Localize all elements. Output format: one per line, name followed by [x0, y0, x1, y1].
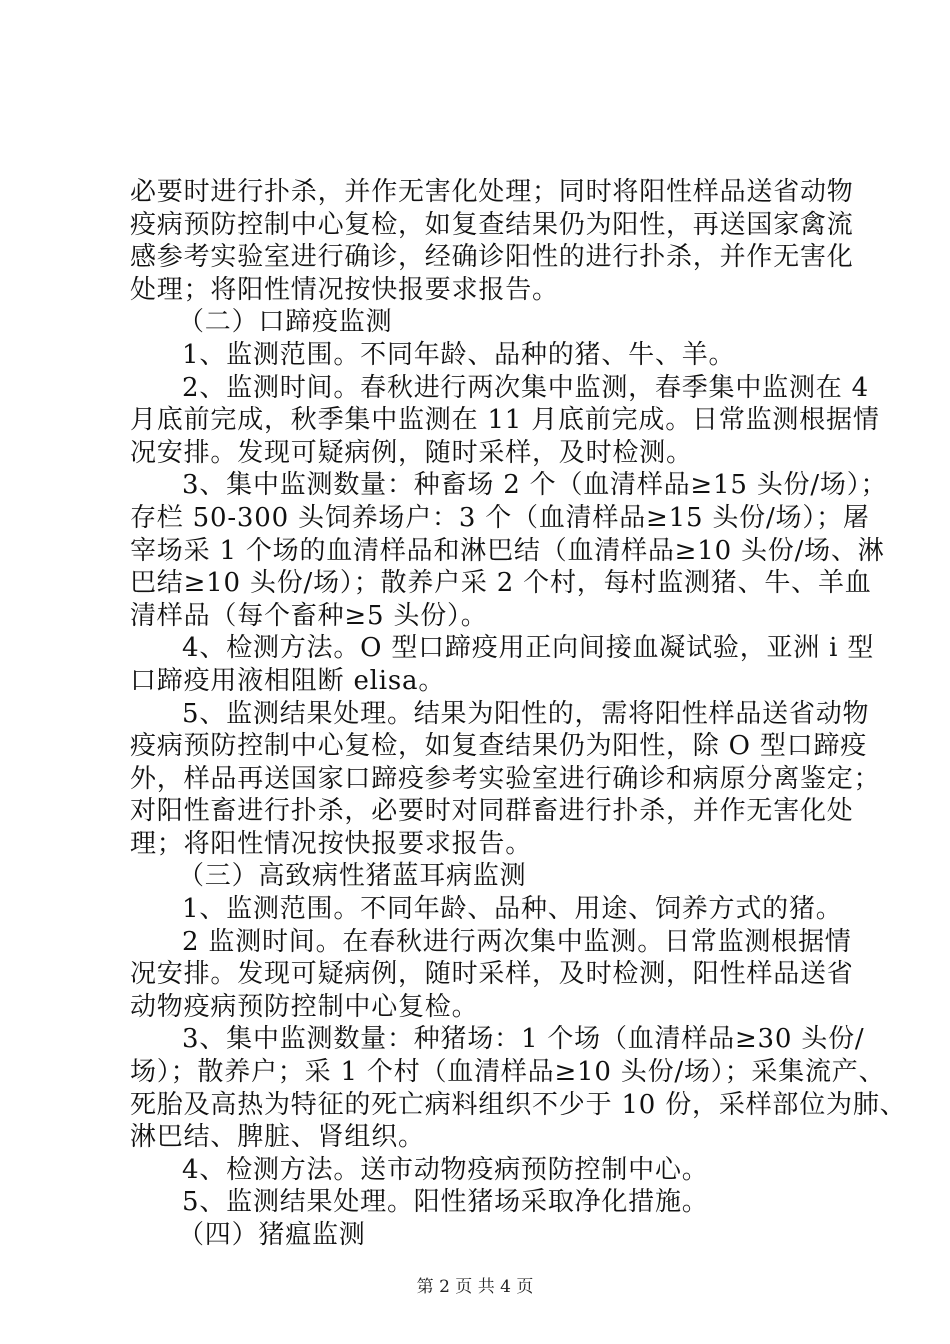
paragraph-line: 4、检测方法。O 型口蹄疫用正向间接血凝试验，亚洲 i 型 [182, 633, 875, 664]
paragraph-line: 动物疫病预防控制中心复检。 [130, 991, 479, 1022]
paragraph-line: 2 监测时间。在春秋进行两次集中监测。日常监测根据情 [182, 926, 852, 957]
paragraph-line: 存栏 50-300 头饲养场户：3 个（血清样品≥15 头份/场）；屠 [130, 502, 870, 533]
paragraph-line: 疫病预防控制中心复检，如复查结果仍为阳性，再送国家禽流 [130, 209, 854, 240]
paragraph-line: 疫病预防控制中心复检，如复查结果仍为阳性，除 O 型口蹄疫 [130, 731, 868, 762]
paragraph-line: 2、监测时间。春秋进行两次集中监测，春季集中监测在 4 [182, 372, 869, 403]
paragraph-line: 对阳性畜进行扑杀，必要时对同群畜进行扑杀，并作无害化处 [130, 796, 854, 827]
paragraph-line: 1、监测范围。不同年龄、品种、用途、饲养方式的猪。 [182, 894, 843, 925]
paragraph-line: 必要时进行扑杀，并作无害化处理；同时将阳性样品送省动物 [130, 177, 854, 207]
paragraph-line: 死胎及高热为特征的死亡病料组织不少于 10 份，采样部位为肺、 [130, 1089, 907, 1120]
paragraph-line: 口蹄疫用液相阻断 elisa。 [130, 665, 446, 696]
paragraph-line: 感参考实验室进行确诊，经确诊阳性的进行扑杀，并作无害化 [130, 242, 854, 273]
paragraph-line: 理；将阳性情况按快报要求报告。 [130, 828, 533, 859]
paragraph-line: 巴结≥10 头份/场）；散养户采 2 个村，每村监测猪、牛、羊血 [130, 568, 872, 599]
paragraph-line: 况安排。发现可疑病例，随时采样，及时检测，阳性样品送省 [130, 959, 854, 990]
paragraph-line: 处理；将阳性情况按快报要求报告。 [130, 274, 559, 305]
paragraph-line: 1、监测范围。不同年龄、品种的猪、牛、羊。 [182, 339, 736, 370]
section-heading: （三）高致病性猪蓝耳病监测 [178, 861, 527, 892]
paragraph-line: 淋巴结、脾脏、肾组织。 [130, 1122, 425, 1153]
paragraph-line: 宰场采 1 个场的血清样品和淋巴结（血清样品≥10 头份/场、淋 [130, 535, 885, 566]
document-body [130, 176, 907, 1252]
paragraph-line: 4、检测方法。送市动物疫病预防控制中心。 [182, 1154, 709, 1185]
paragraph-line: 场）；散养户；采 1 个村（血清样品≥10 头份/场）；采集流产、 [130, 1057, 886, 1088]
paragraph-line: 外，样品再送国家口蹄疫参考实验室进行确诊和病原分离鉴定； [130, 763, 881, 794]
paragraph-line: 月底前完成，秋季集中监测在 11 月底前完成。日常监测根据情 [130, 405, 880, 436]
paragraph-line: 况安排。发现可疑病例，随时采样，及时检测。 [130, 437, 693, 468]
paragraph-line: 清样品（每个畜种≥5 头份）。 [130, 600, 488, 631]
paragraph-line: 5、监测结果处理。结果为阳性的，需将阳性样品送省动物 [182, 698, 870, 729]
paragraph-line: 3、集中监测数量：种猪场：1 个场（血清样品≥30 头份/ [182, 1024, 865, 1055]
paragraph-line: 5、监测结果处理。阳性猪场采取净化措施。 [182, 1187, 709, 1218]
section-heading: （二）口蹄疫监测 [178, 307, 393, 338]
page-footer: 第 2 页 共 4 页 [416, 1277, 534, 1297]
paragraph-line: 3、集中监测数量：种畜场 2 个（血清样品≥15 头份/场）； [182, 470, 888, 501]
section-heading: （四）猪瘟监测 [178, 1220, 366, 1250]
